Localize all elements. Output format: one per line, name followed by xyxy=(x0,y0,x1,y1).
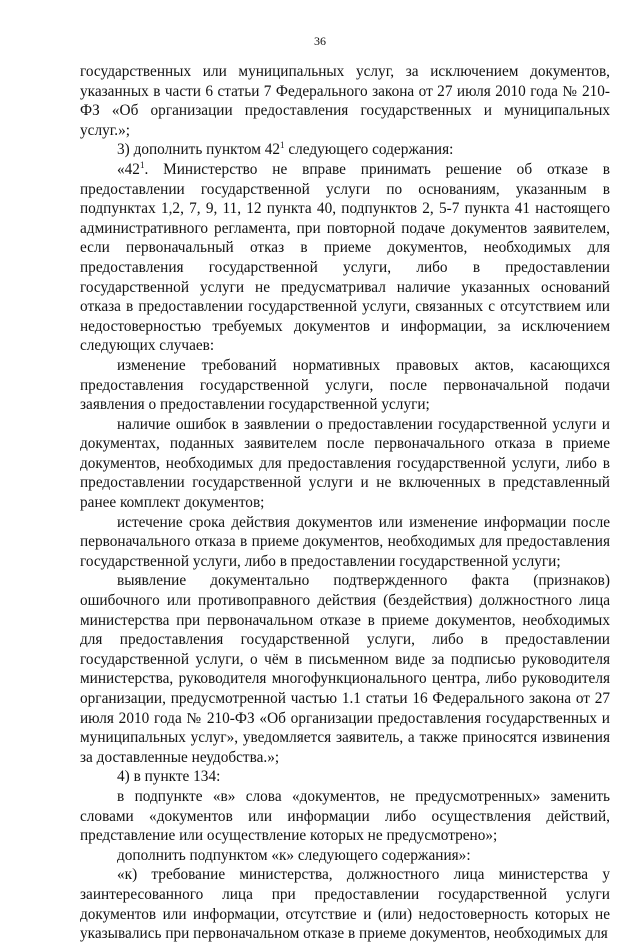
paragraph-text-before: «42 xyxy=(117,160,140,178)
superscript: 1 xyxy=(139,159,145,170)
paragraph-subclause-k: «к) требование министерства, должностного лица министерства у заинтересованного лица при предоставлении государственной услуги документов или информации, отсутствие и (или) недостоверность которых не указывались при первоначальном отказе в приеме документов, необходимых для xyxy=(80,866,610,943)
paragraph-text-after: . Министерство не вправе принимать решение об отказе в предоставлении государственной услуги по основаниям, указанным в подпунктах 1,2, 7, 9, 11, 12 пункта 40, подпунктов 2, 5-7 пункта 41 настоящего административного регламента, при повторной подаче документов заявителем, если первоначальный отказ в приеме документов, необходимых для предоставления государственной услуги, либо в предоставлении государственной услуги не предусматривал наличие указанных оснований отказа в предоставлении государственной услуги, связанных с отсутствием или недостоверностью требуемых документов и информации, за исключением следующих случаев: xyxy=(80,160,610,355)
paragraph-case-errors: наличие ошибок в заявлении о предоставлении государственной услуги и документах, поданных заявителем после первоначального отказа в приеме документов, необходимых для предоставления государственной услуги, либо в предоставлении государственной услуги и не включенных в представленный ранее комплект документов; xyxy=(80,415,610,512)
paragraph-case-expiry: истечение срока действия документов или изменение информации после первоначального отказа в приеме документов, необходимых для предоставления государственной услуги, либо в предоставлении государственной услуги; xyxy=(80,513,610,570)
paragraph-text-before: 3) дополнить пунктом 42 xyxy=(117,141,281,159)
paragraph-amendment-4: 4) в пункте 134: xyxy=(117,768,221,786)
document-body xyxy=(80,62,610,944)
paragraph-subclause-v: в подпункте «в» слова «документов, не предусмотренных» заменить словами «документов или информации либо осуществления действий, представление или осуществление которых не предусмотрено»; xyxy=(80,787,610,845)
paragraph-amendment-3 xyxy=(80,140,610,160)
paragraph-case-wrongful-action: выявление документально подтвержденного факта (признаков) ошибочного или противоправного действия (бездействия) должностного лица министерства при первоначальном отказе в приеме документов, необходимых для предоставления государственной услуги, либо в предоставлении государственной услуги, о чём в письменном виде за подписью руководителя министерства, руководителя многофункционального центра, либо руководителя организации, предусмотренной частью 1.1 статьи 16 Федерального закона от 27 июля 2010 года № 210-ФЗ «Об организации предоставления государственных и муниципальных услуг», уведомляется заявитель, а также приносятся извинения за доставленные неудобства.»; xyxy=(80,572,610,766)
paragraph-text-after: следующего содержания: xyxy=(284,141,454,159)
page-number: 36 xyxy=(314,34,326,48)
paragraph-add-subclause-k: дополнить подпунктом «к» следующего содержания»: xyxy=(117,846,471,864)
superscript: 1 xyxy=(280,140,285,151)
paragraph-clause-42-1 xyxy=(80,160,610,356)
paragraph-case-requirements-change: изменение требований нормативных правовых актов, касающихся предоставления государственной услуги, после первоначальной подачи заявления о предоставлении государственной услуги; xyxy=(80,356,610,414)
paragraph-continuation: государственных или муниципальных услуг, за исключением документов, указанных в части 6 статьи 7 Федерального закона от 27 июля 2010 года № 210-ФЗ «Об организации предоставления государственных и муниципальных услуг.»; xyxy=(80,63,610,139)
